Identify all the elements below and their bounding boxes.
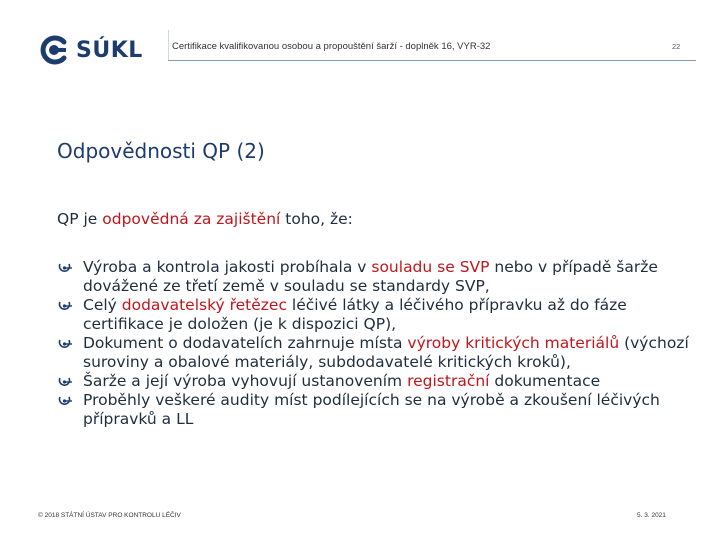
sukl-logo-icon — [38, 34, 70, 66]
text-segment: Výroba a kontrola jakosti probíhala v — [83, 258, 372, 276]
text-segment: dokumentace — [489, 372, 601, 390]
header-rule — [168, 60, 696, 61]
bullet-arrow-icon — [58, 261, 74, 275]
header-divider — [168, 30, 169, 60]
highlighted-text: odpovědná za zajištění — [102, 210, 281, 228]
sukl-logo — [38, 34, 153, 66]
header-title: Certifikace kvalifikovanou osobou a propouštění šarží - doplněk 16, VYR-32 — [172, 41, 491, 52]
bullet-item — [57, 258, 697, 296]
text-segment: Celý — [83, 296, 122, 314]
logo-text: SÚKL — [76, 37, 143, 63]
text-segment: Dokument o dodavatelích zahrnuje místa — [83, 334, 408, 352]
bullet-item — [57, 372, 697, 391]
text-segment: Šarže a její výroba vyhovují ustanovením — [83, 372, 408, 390]
bullet-arrow-icon — [58, 394, 74, 408]
bullet-arrow-icon — [58, 337, 74, 351]
slide-title: Odpovědnosti QP (2) — [57, 139, 265, 163]
bullet-item — [57, 296, 697, 334]
bullet-item — [57, 334, 697, 372]
intro-text — [57, 210, 353, 228]
bullet-item — [57, 391, 697, 429]
text-segment: QP je — [57, 210, 103, 228]
bullet-list — [57, 258, 697, 429]
text-segment: (výchozí suroviny a obalové materiály, subdodavatelé kritických kroků), — [83, 334, 689, 371]
text-segment: Proběhly veškeré audity míst podílejících se na výrobě a zkoušení léčivých přípravků a LL — [83, 391, 660, 428]
highlighted-text: souladu se SVP — [371, 258, 490, 276]
highlighted-text: dodavatelský řetězec — [121, 296, 287, 314]
highlighted-text: výroby kritických materiálů — [407, 334, 620, 352]
text-segment: nebo v případě šarže dovážené ze třetí země v souladu se standardy SVP, — [83, 258, 658, 295]
bullet-arrow-icon — [58, 375, 74, 389]
bullet-arrow-icon — [58, 299, 74, 313]
text-segment: léčivé látky a léčivého přípravku až do fáze certifikace je doložen (je k dispozici QP), — [83, 296, 627, 333]
footer-copyright: © 2018 STÁTNÍ ÚSTAV PRO KONTROLU LÉČIV — [38, 512, 181, 519]
page-number: 22 — [672, 42, 681, 51]
footer-date: 5. 3. 2021 — [637, 512, 666, 519]
text-segment: toho, že: — [280, 210, 353, 228]
highlighted-text: registrační — [407, 372, 490, 390]
